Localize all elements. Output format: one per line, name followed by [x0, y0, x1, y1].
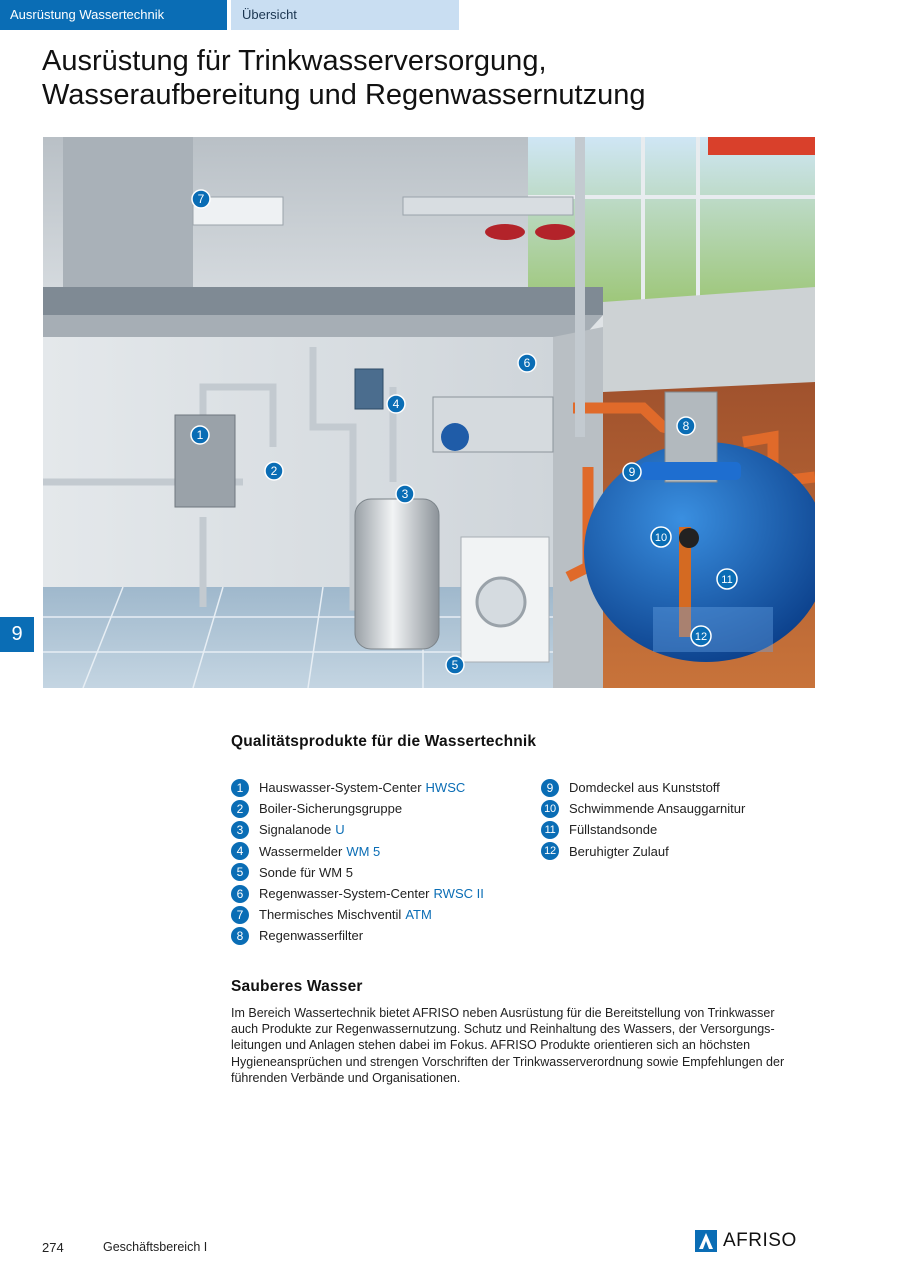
afriso-logo-text: AFRISO: [723, 1230, 797, 1251]
product-item-12: [541, 841, 745, 862]
product-item-8: [231, 925, 484, 946]
bar-stool-1: [485, 224, 525, 240]
product-item-11: [541, 819, 745, 840]
svg-text:9: 9: [628, 465, 636, 479]
product-name: Signalanode: [259, 822, 332, 838]
product-name: Regenwasser-System-Center: [259, 886, 430, 902]
page-number: 274: [42, 1240, 64, 1255]
product-number-badge: 11: [541, 821, 559, 839]
product-name: Füllstandsonde: [569, 822, 658, 838]
svg-text:11: 11: [721, 574, 733, 586]
footer-division: Geschäftsbereich I: [103, 1240, 208, 1254]
page-tab[interactable]: Übersicht: [231, 0, 459, 30]
tank-water: [653, 607, 773, 652]
callout-3: [396, 485, 414, 503]
product-name: Hauswasser-System-Center: [259, 780, 422, 796]
boiler: [355, 499, 439, 649]
product-number-badge: 7: [231, 906, 249, 924]
products-heading: Qualitätsprodukte für die Wassertechnik: [231, 733, 537, 750]
product-item-10: [541, 798, 745, 819]
product-name: Beruhigter Zulauf: [569, 843, 669, 859]
svg-text:10: 10: [654, 532, 668, 544]
svg-text:8: 8: [682, 419, 690, 433]
upper-floor: [43, 287, 603, 315]
clean-water-heading: Sauberes Wasser: [231, 978, 363, 995]
product-number-badge: 12: [541, 842, 559, 860]
floating-suction: [679, 528, 699, 548]
afriso-logo: [695, 1230, 797, 1252]
product-number-badge: 3: [231, 821, 249, 839]
bar-stool-2: [535, 224, 575, 240]
rwsc-pump: [441, 423, 469, 451]
product-link[interactable]: ATM: [405, 907, 432, 923]
section-tab[interactable]: Ausrüstung Wassertechnik: [0, 0, 227, 30]
page-title: [42, 44, 842, 112]
product-item-1: [231, 777, 484, 798]
product-item-7: [231, 904, 484, 925]
floor-slab: [43, 315, 603, 337]
product-name: Wassermelder: [259, 843, 343, 859]
callout-11: [717, 569, 737, 589]
afriso-logo-icon: [695, 1230, 717, 1252]
product-number-badge: 4: [231, 842, 249, 860]
product-name: Thermisches Mischventil: [259, 907, 402, 923]
callout-10: [651, 527, 671, 547]
callout-12: [691, 626, 711, 646]
shower-glass: [63, 137, 193, 287]
product-item-5: [231, 862, 484, 883]
product-list-left: [231, 777, 484, 947]
product-number-badge: 1: [231, 779, 249, 797]
dome-cover: [641, 462, 741, 480]
chapter-tab[interactable]: 9: [0, 617, 34, 652]
product-item-4: [231, 841, 484, 862]
illustration-svg: [43, 137, 815, 688]
product-number-badge: 9: [541, 779, 559, 797]
product-list-right: [541, 777, 745, 862]
sunshade: [708, 137, 815, 155]
product-item-6: [231, 883, 484, 904]
downpipe: [575, 137, 585, 437]
svg-text:1: 1: [196, 428, 204, 442]
product-link[interactable]: RWSC II: [433, 886, 484, 902]
callout-2: [265, 462, 283, 480]
product-item-9: [541, 777, 745, 798]
house-water-system-illustration: [43, 137, 815, 688]
product-link[interactable]: WM 5: [346, 843, 381, 859]
svg-text:6: 6: [523, 356, 531, 370]
svg-text:12: 12: [694, 631, 708, 643]
callout-5: [446, 656, 464, 674]
garden-window: [528, 137, 815, 302]
callout-6: [518, 354, 536, 372]
product-name: Boiler-Sicherungsgruppe: [259, 801, 403, 817]
kitchen-counter: [403, 197, 573, 215]
callout-1: [191, 426, 209, 444]
product-link[interactable]: U: [335, 822, 345, 838]
wm5-unit: [355, 369, 383, 409]
svg-text:7: 7: [197, 192, 205, 206]
clean-water-text: Im Bereich Wassertechnik bietet AFRISO neben Ausrüstung für die Bereitstellung von Trinkwasser auch Produkte zur Regenwassernutzung. Schutz und Reinhaltung des Wassers, der Versorgungsleitungen und Anlagen stehen dabei im Fokus. AFRISO Produkte orientieren sich an höchsten Hygieneansprüchen und strengen Vorschriften der Trinkwasserverordnung sowie Empfehlungen der führenden Verbände und Organisationen.: [231, 1006, 785, 1085]
product-link[interactable]: HWSC: [425, 780, 466, 796]
product-item-2: [231, 798, 484, 819]
product-number-badge: 2: [231, 800, 249, 818]
svg-text:3: 3: [401, 487, 409, 501]
washing-machine-door: [477, 578, 525, 626]
product-name: Sonde für WM 5: [259, 864, 353, 880]
product-number-badge: 5: [231, 863, 249, 881]
product-number-badge: 8: [231, 927, 249, 945]
callout-9: [623, 463, 641, 481]
product-item-3: [231, 819, 484, 840]
svg-text:4: 4: [392, 397, 400, 411]
svg-text:2: 2: [270, 464, 278, 478]
garden-stairs: [603, 287, 815, 397]
callout-7: [192, 190, 210, 208]
page-title-line-2: Wasseraufbereitung und Regenwassernutzung: [42, 79, 646, 111]
product-name: Regenwasserfilter: [259, 928, 364, 944]
callout-8: [677, 417, 695, 435]
product-name: Schwimmende Ansauggarnitur: [569, 801, 746, 817]
svg-text:5: 5: [451, 658, 459, 672]
product-name: Domdeckel aus Kunststoff: [569, 780, 720, 796]
product-number-badge: 10: [541, 800, 559, 818]
callout-4: [387, 395, 405, 413]
page-title-line-1: Ausrüstung für Trinkwasserversorgung,: [42, 45, 547, 77]
product-number-badge: 6: [231, 885, 249, 903]
